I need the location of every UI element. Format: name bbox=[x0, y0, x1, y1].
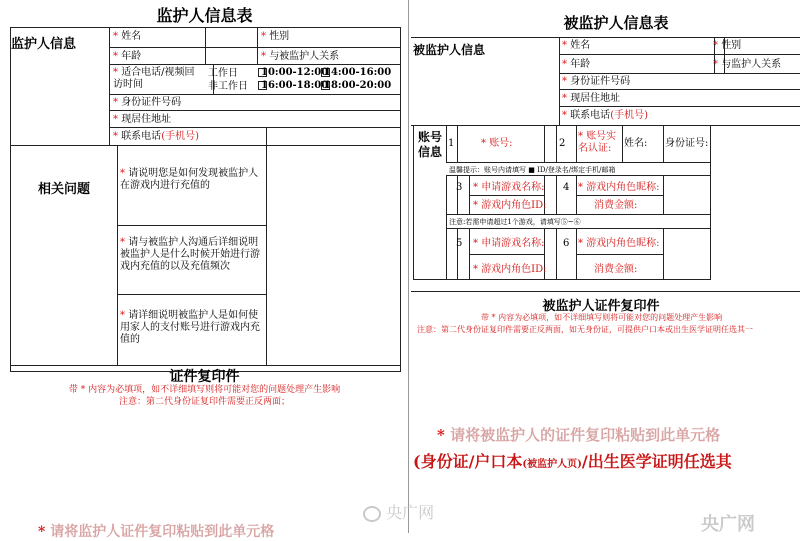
game4-spend-label: 消费金额: bbox=[594, 200, 638, 211]
ward-age-label: * 年龄 bbox=[562, 59, 591, 70]
ward-cert-note-1: 带 * 内容为必填项，如不详细填写则将可能对您的问题处理产生影响 bbox=[481, 313, 723, 322]
ward-paste-docs: (身份证/户口本(被监护人页)/出生医学证明任选其 bbox=[413, 452, 732, 471]
watermark-logo: 央广网 bbox=[363, 500, 434, 523]
field-id-label: * 身份证件号码 bbox=[113, 97, 182, 108]
ward-relation-label: * 与监护人关系 bbox=[713, 59, 782, 70]
game-num-5: 5 bbox=[456, 238, 463, 249]
account-id-label: 身份证号: bbox=[665, 138, 709, 149]
time-slot-2: 14:00-16:00 bbox=[324, 67, 392, 78]
field-relation-label: * 与被监护人关系 bbox=[261, 51, 340, 62]
time-slot-3: 16:00-18:00 bbox=[261, 80, 329, 91]
account-section-label: 账号信息 bbox=[417, 130, 442, 159]
ward-name-label: * 姓名 bbox=[562, 40, 591, 51]
ward-section-label: 被监护人信息 bbox=[413, 43, 486, 57]
game3-name-label: * 申请游戏名称: bbox=[473, 182, 545, 193]
game5-role-id-label: * 游戏内角色ID: bbox=[473, 264, 547, 275]
guardian-cert-title: 证件复印件 bbox=[169, 369, 240, 385]
account-num-1: 1 bbox=[448, 138, 455, 149]
question-3: * 请详细说明被监护人是如何使用家人的支付账号进行游戏内充值的 bbox=[120, 310, 260, 345]
guardian-form bbox=[8, 0, 401, 540]
game6-spend-label: 消费金额: bbox=[594, 264, 638, 275]
game4-nick-label: * 游戏内角色昵称: bbox=[578, 182, 660, 193]
non-workday-label: 非工作日 bbox=[208, 81, 248, 92]
time-slot-1: 10:00-12:00 bbox=[261, 67, 329, 78]
question-2: * 请与被监护人沟通后详细说明被监护人是什么时候开始进行游戏内充值的以及充值频次 bbox=[120, 237, 260, 272]
ward-form-title: 被监护人信息表 bbox=[563, 14, 669, 32]
field-name-label: * 姓名 bbox=[113, 31, 142, 42]
field-address-label: * 现居住地址 bbox=[113, 114, 172, 125]
guardian-paste-hint: * 请将监护人证件复印粘贴到此单元格 bbox=[38, 524, 275, 540]
field-contact-time-label: * 适合电话/视频回访时间 bbox=[113, 67, 195, 90]
ward-paste-hint: * 请将被监护人的证件复印粘贴到此单元格 bbox=[437, 426, 721, 444]
workday-label: 工作日 bbox=[208, 68, 238, 79]
account-realname-label: * 账号实名认证: bbox=[578, 131, 617, 154]
weibo-icon bbox=[363, 506, 381, 522]
multi-game-note: 注意:若需申请超过1个游戏，请填写⑤~⑥ bbox=[449, 218, 581, 226]
ward-phone-label: * 联系电话(手机号) bbox=[562, 110, 648, 121]
ward-cert-note-2: 注意：第二代身份证复印件需要正反两面，如无身份证，可提供户口本或出生医学证明任选其一 bbox=[417, 325, 753, 334]
game3-role-id-label: * 游戏内角色ID: bbox=[473, 200, 547, 211]
page-divider bbox=[408, 0, 409, 533]
watermark-right: 央广网 bbox=[701, 514, 755, 535]
guardian-cert-note-2: 注意：第二代身份证复印件需要正反两面； bbox=[118, 397, 290, 407]
ward-id-label: * 身份证件号码 bbox=[562, 76, 631, 87]
field-phone-label: * 联系电话(手机号) bbox=[113, 131, 199, 142]
question-1: * 请说明您是如何发现被监护人在游戏内进行充值的 bbox=[120, 168, 259, 191]
ward-gender-label: * 性别 bbox=[713, 40, 742, 51]
ward-address-label: * 现居住地址 bbox=[562, 93, 621, 104]
guardian-form-title: 监护人信息表 bbox=[156, 6, 253, 25]
game-num-3: 3 bbox=[456, 182, 463, 193]
ward-form bbox=[386, 0, 800, 535]
related-section-label: 相关问题 bbox=[38, 182, 91, 197]
guardian-section-label: 监护人信息 bbox=[11, 37, 77, 52]
game5-name-label: * 申请游戏名称: bbox=[473, 238, 545, 249]
game6-nick-label: * 游戏内角色昵称: bbox=[578, 238, 660, 249]
game-num-6: 6 bbox=[563, 238, 570, 249]
ward-cert-title: 被监护人证件复印件 bbox=[542, 299, 660, 314]
account-no-label: * 账号: bbox=[481, 138, 513, 149]
field-age-label: * 年龄 bbox=[113, 51, 142, 62]
time-slot-4: 18:00-20:00 bbox=[324, 80, 392, 91]
account-tip: 温馨提示：账号内请填写 ■ ID/登录名/绑定手机/邮箱 bbox=[449, 166, 616, 174]
guardian-cert-note-1: 带 * 内容为必填项，如不详细填写则将可能对您的问题处理产生影响 bbox=[68, 385, 341, 395]
game-num-4: 4 bbox=[563, 182, 570, 193]
account-num-2: 2 bbox=[559, 138, 566, 149]
field-gender-label: * 性别 bbox=[261, 31, 290, 42]
account-name-label: 姓名: bbox=[624, 138, 648, 149]
